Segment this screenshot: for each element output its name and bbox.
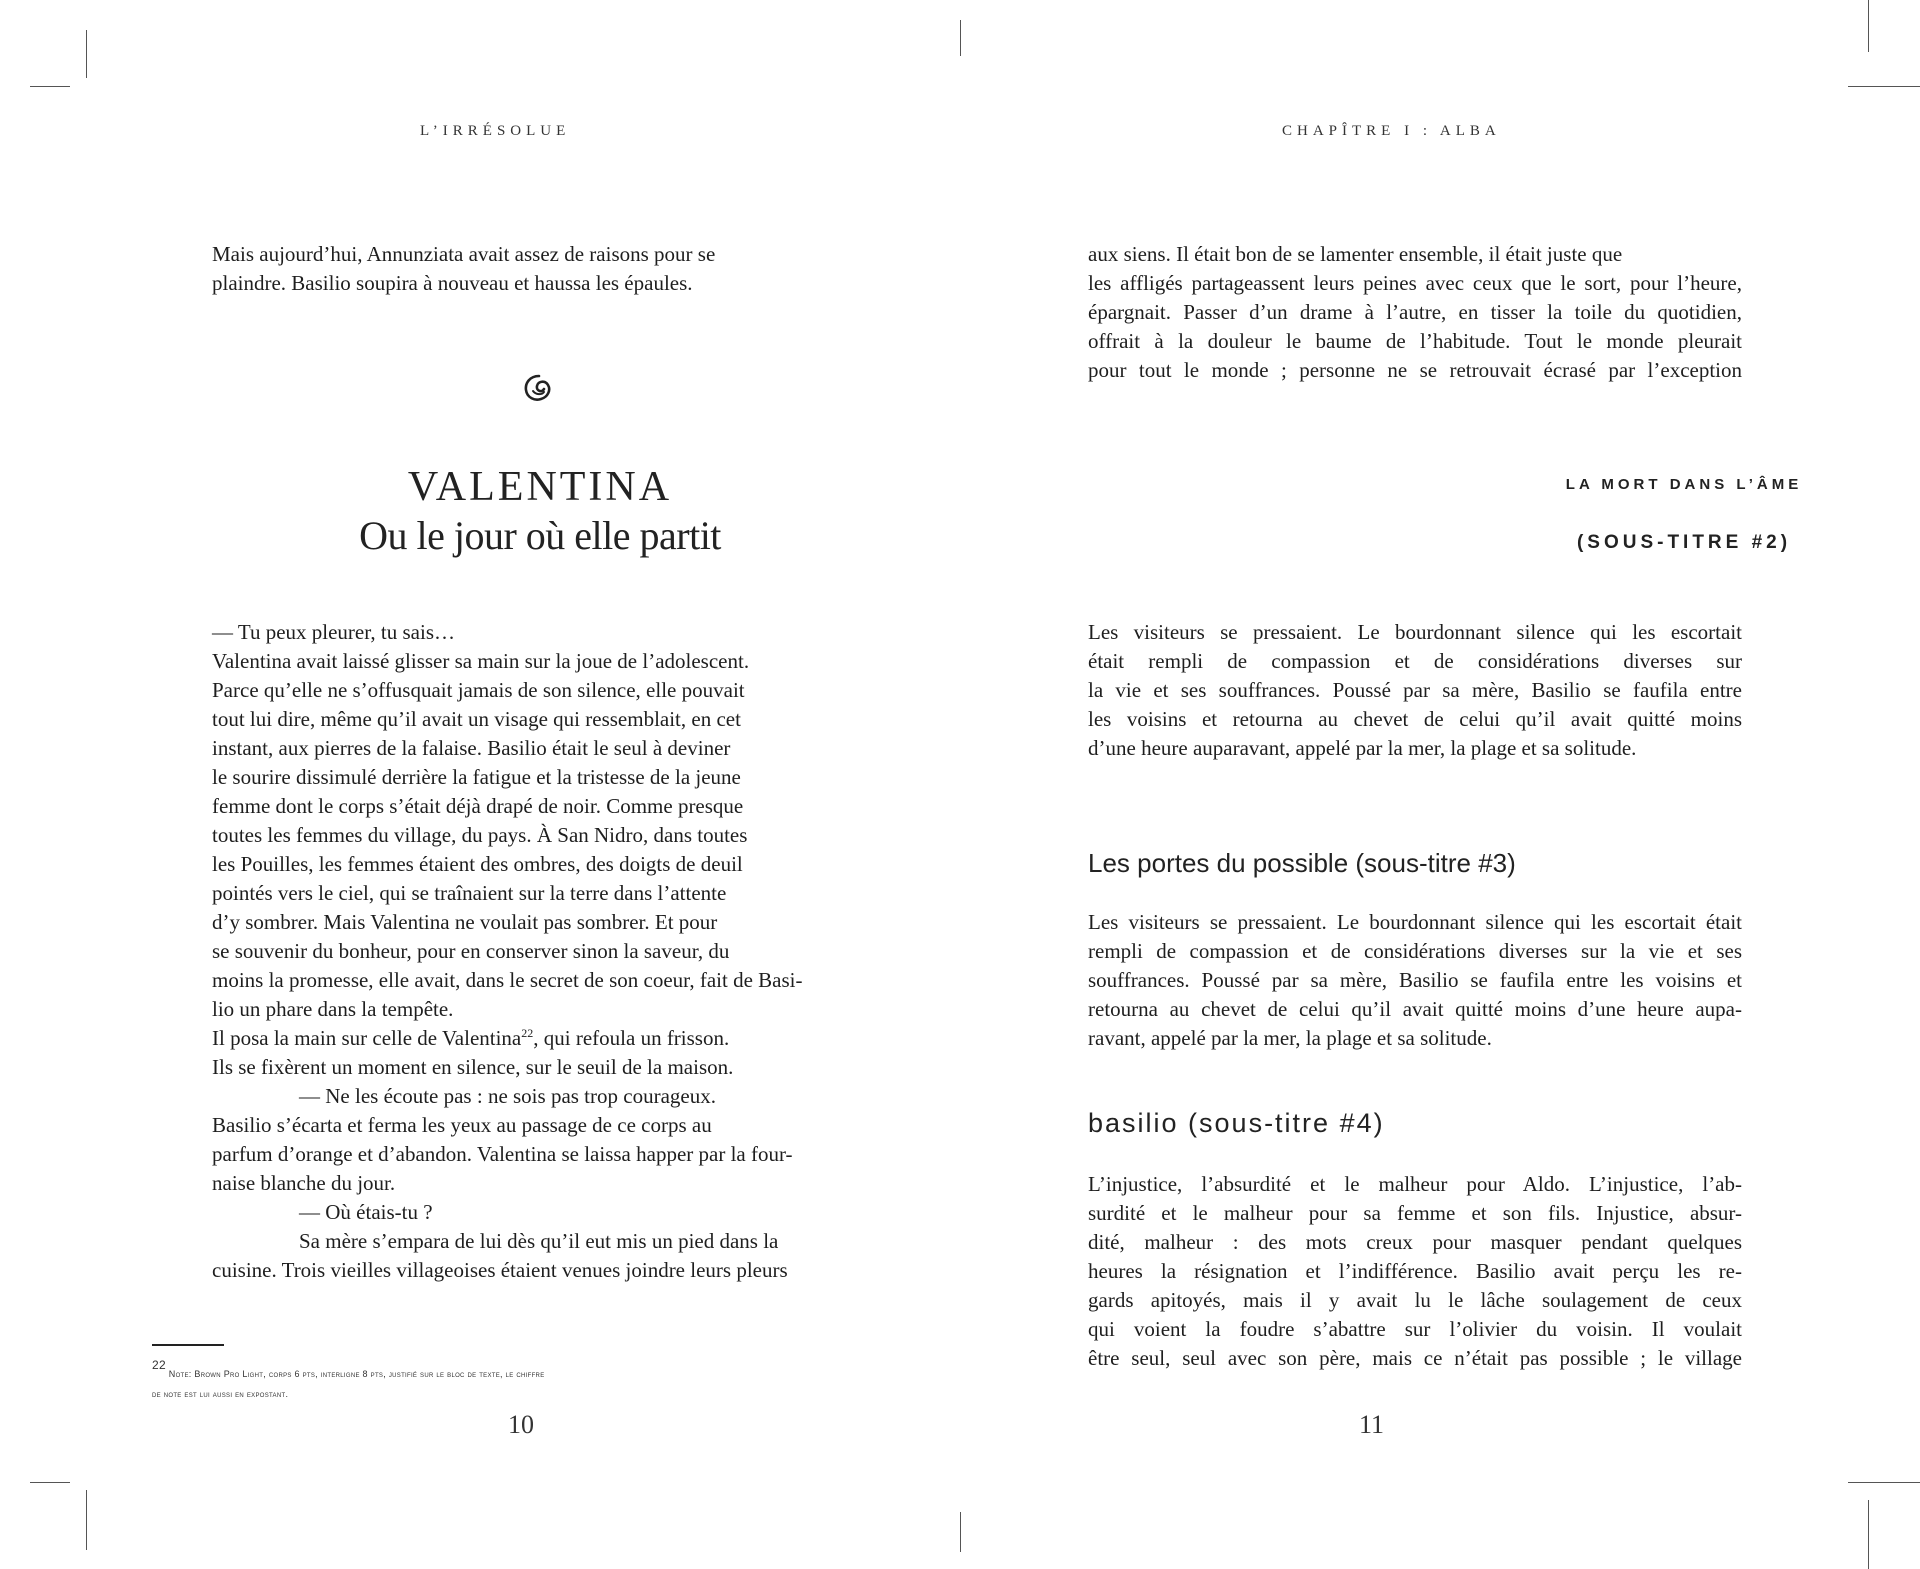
text-line: — Où étais-tu ? bbox=[299, 1200, 433, 1224]
text-line: lio un phare dans la tempête. bbox=[212, 997, 454, 1021]
text-line: la vie et ses souffrances. Poussé par sa mère, Basilio se faufila entre bbox=[1088, 678, 1742, 702]
text-line: plaindre. Basilio soupira à nouveau et haussa les épaules. bbox=[212, 271, 693, 295]
text-line: naise blanche du jour. bbox=[212, 1171, 396, 1195]
text-line: heures la résignation et l’indifférence. Basilio avait perçu les re- bbox=[1088, 1259, 1742, 1283]
text-line: — Ne les écoute pas : ne sois pas trop courageux. bbox=[299, 1084, 716, 1108]
text-line: Valentina avait laissé glisser sa main sur la joue de l’adolescent. bbox=[212, 649, 750, 673]
text-line: Les visiteurs se pressaient. Le bourdonnant silence qui les escortait était bbox=[1088, 910, 1742, 934]
section-heading-note: (SOUS-TITRE #2) bbox=[1576, 532, 1792, 553]
text-line: moins la promesse, elle avait, dans le secret de son coeur, fait de Basi- bbox=[212, 968, 803, 992]
text-line: se souvenir du bonheur, pour en conserver sinon la saveur, du bbox=[212, 939, 730, 963]
footnote-line bbox=[152, 1358, 712, 1384]
page-number: 10 bbox=[508, 1410, 534, 1439]
text-line: les Pouilles, les femmes étaient des ombres, des doigts de deuil bbox=[212, 852, 743, 876]
text-line bbox=[212, 1024, 794, 1053]
text-line: cuisine. Trois vieilles villageoises étaient venues joindre leurs pleurs bbox=[212, 1258, 788, 1282]
footnote bbox=[152, 1358, 712, 1404]
section-heading: Les portes du possible (sous-titre #3) bbox=[1088, 848, 1516, 878]
text-line: le sourire dissimulé derrière la fatigue et la tristesse de la jeune bbox=[212, 765, 741, 789]
right-page bbox=[960, 0, 1920, 1569]
footnote-divider bbox=[152, 1344, 224, 1346]
text-line: surdité et le malheur pour sa femme et son fils. Injustice, absur- bbox=[1088, 1201, 1742, 1225]
text-line: d’y sombrer. Mais Valentina ne voulait pas sombrer. Et pour bbox=[212, 910, 718, 934]
text-line: dité, malheur : des mots creux pour masquer pendant quelques bbox=[1088, 1230, 1742, 1254]
text-line: Ils se fixèrent un moment en silence, sur le seuil de la maison. bbox=[212, 1055, 734, 1079]
page-number: 11 bbox=[1359, 1410, 1385, 1439]
text-line: souffrances. Poussé par sa mère, Basilio se faufila entre les voisins et bbox=[1088, 968, 1742, 992]
footnote-line: de note est lui aussi en expostant. bbox=[152, 1389, 289, 1399]
text-line: épargnait. Passer d’un drame à l’autre, en tisser la toile du quotidien, bbox=[1088, 300, 1742, 324]
section-paragraph bbox=[1088, 908, 1742, 1053]
flourish-ornament-icon bbox=[522, 372, 556, 404]
text-line: instant, aux pierres de la falaise. Basilio était le seul à deviner bbox=[212, 736, 731, 760]
text-line: Sa mère s’empara de lui dès qu’il eut mis un pied dans la bbox=[299, 1229, 779, 1253]
text-line: Les visiteurs se pressaient. Le bourdonnant silence qui les escortait bbox=[1088, 620, 1742, 644]
text-line: être seul, seul avec son père, mais ce n’était pas possible ; le village bbox=[1088, 1346, 1742, 1370]
running-head: L’IRRÉSOLUE bbox=[420, 123, 571, 139]
chapter-title bbox=[0, 462, 1080, 560]
text-line: qui voient la foudre s’abattre sur l’olivier du voisin. Il voulait bbox=[1088, 1317, 1742, 1341]
section-heading: LA MORT DANS L’ÂME bbox=[1565, 476, 1803, 493]
text-line: tout lui dire, même qu’il avait un visage qui ressemblait, en cet bbox=[212, 707, 741, 731]
text-line: Parce qu’elle ne s’offusquait jamais de son silence, elle pouvait bbox=[212, 678, 745, 702]
text-line: retourna au chevet de celui qu’il avait quitté moins d’une heure aupa- bbox=[1088, 997, 1742, 1021]
text-line: ravant, appelé par la mer, la plage et sa solitude. bbox=[1088, 1026, 1492, 1050]
text-line: femme dont le corps s’était déjà drapé de noir. Comme presque bbox=[212, 794, 744, 818]
section-heading: basilio (sous-titre #4) bbox=[1088, 1108, 1385, 1138]
section-paragraph bbox=[1088, 1170, 1742, 1373]
text-line: Mais aujourd’hui, Annunziata avait assez de raisons pour se bbox=[212, 242, 716, 266]
text-line: pointés vers le ciel, qui se traînaient sur la terre dans l’attente bbox=[212, 881, 727, 905]
text-line: offrait à la douleur le baume de l’habitude. Tout le monde pleurait bbox=[1088, 329, 1742, 353]
text-line: toutes les femmes du village, du pays. À San Nidro, dans toutes bbox=[212, 823, 748, 847]
footnote-number: 22 bbox=[152, 1358, 166, 1372]
text-line: L’injustice, l’absurdité et le malheur pour Aldo. L’injustice, l’ab- bbox=[1088, 1172, 1742, 1196]
chapter-title-name: VALENTINA bbox=[407, 464, 673, 510]
text-line: rempli de compassion et de considérations diverses sur la vie et ses bbox=[1088, 939, 1742, 963]
text-fragment: Il posa la main sur celle de Valentina bbox=[212, 1026, 522, 1050]
intro-paragraph bbox=[212, 240, 715, 298]
text-line: les voisins et retourna au chevet de celui qu’il avait quitté moins bbox=[1088, 707, 1742, 731]
section-paragraph bbox=[1088, 618, 1742, 763]
intro-paragraph bbox=[1088, 240, 1742, 385]
chapter-subtitle: Ou le jour où elle partit bbox=[359, 513, 721, 558]
body-text bbox=[212, 618, 803, 1285]
footnote-reference[interactable]: 22 bbox=[521, 1026, 534, 1040]
text-line: — Tu peux pleurer, tu sais… bbox=[212, 620, 455, 644]
text-line: les affligés partageassent leurs peines avec ceux que le sort, pour l’heure, bbox=[1088, 271, 1742, 295]
text-line: pour tout le monde ; personne ne se retrouvait écrasé par l’exception bbox=[1088, 358, 1742, 382]
running-head: CHAPÎTRE I : ALBA bbox=[1282, 123, 1501, 139]
text-fragment: , qui refoula un frisson. bbox=[533, 1026, 730, 1050]
text-line: était rempli de compassion et de considérations diverses sur bbox=[1088, 649, 1742, 673]
footnote-text: Note: Brown Pro Light, corps 6 pts, interligne 8 pts, justifié sur le bloc de texte, le chiffre bbox=[168, 1369, 545, 1379]
text-line: aux siens. Il était bon de se lamenter ensemble, il était juste que bbox=[1088, 242, 1623, 266]
text-line: gards apitoyés, mais il y avait lu le lâche soulagement de ceux bbox=[1088, 1288, 1742, 1312]
text-line: d’une heure auparavant, appelé par la mer, la plage et sa solitude. bbox=[1088, 736, 1637, 760]
text-line: Basilio s’écarta et ferma les yeux au passage de ce corps au bbox=[212, 1113, 712, 1137]
text-line: parfum d’orange et d’abandon. Valentina se laissa happer par la four- bbox=[212, 1142, 793, 1166]
